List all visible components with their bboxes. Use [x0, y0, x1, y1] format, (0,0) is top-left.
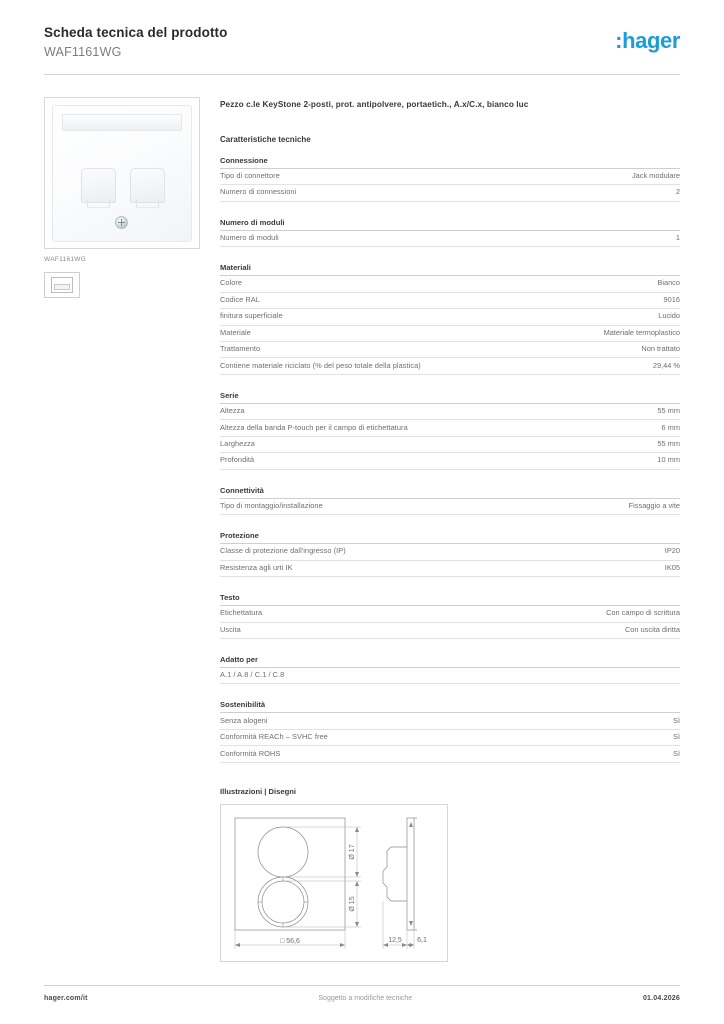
- header-divider: [44, 74, 680, 75]
- product-image-column: [44, 97, 209, 962]
- spec-label: Trattamento: [220, 344, 261, 354]
- spec-group: [220, 486, 680, 515]
- spec-value: Con campo di scrittura: [606, 608, 680, 618]
- specifications-column: [209, 97, 680, 962]
- spec-label: Classe di protezione dall'ingresso (IP): [220, 546, 346, 556]
- spec-label: Colore: [220, 278, 243, 288]
- product-description: Pezzo c.le KeyStone 2-posti, prot. antipolvere, portaetich., A.x/C.x, bianco luc: [220, 99, 529, 109]
- footer-website[interactable]: hager.com/it: [44, 995, 88, 1002]
- spec-label: Etichettatura: [220, 608, 263, 618]
- spec-group: [220, 531, 680, 577]
- spec-group: [220, 700, 680, 762]
- spec-group-title: Connessione: [220, 156, 680, 169]
- spec-row: [220, 420, 680, 436]
- spec-group-title: Materiali: [220, 263, 680, 276]
- spec-row: [220, 453, 680, 469]
- product-reference: WAF1161WG: [44, 44, 122, 59]
- spec-group: [220, 156, 680, 202]
- spec-value: IK05: [664, 562, 680, 572]
- spec-group: [220, 593, 680, 639]
- spec-value: 9016: [663, 294, 680, 304]
- screw-icon: [115, 216, 128, 229]
- spec-row: [220, 668, 680, 684]
- technical-characteristics-heading: Caratteristiche tecniche: [220, 134, 311, 144]
- spec-label: Uscita: [220, 624, 241, 634]
- spec-value: Sì: [673, 748, 680, 758]
- spec-group-title: Adatto per: [220, 655, 680, 668]
- spec-group-title: Protezione: [220, 531, 680, 544]
- spec-value: 2: [675, 187, 680, 197]
- spec-groups: [220, 156, 680, 763]
- spec-row: [220, 185, 680, 201]
- spec-value: 55 mm: [657, 406, 680, 416]
- dim-depth-2: 6,1: [417, 936, 427, 944]
- product-thumbnail[interactable]: [44, 272, 80, 298]
- spec-label: Resistenza agli urti IK: [220, 562, 293, 572]
- technical-drawing: [220, 804, 448, 962]
- drawing-svg: [221, 805, 447, 961]
- spec-value: Lucido: [658, 311, 680, 321]
- spec-row: [220, 746, 680, 762]
- keystone-port-left: [81, 168, 116, 203]
- footer-divider: [44, 985, 680, 986]
- spec-row: [220, 231, 680, 247]
- spec-group-title: Sostenibilità: [220, 700, 680, 713]
- spec-group-title: Testo: [220, 593, 680, 606]
- product-image-caption: WAF1161WG: [44, 255, 87, 263]
- spec-label: Altezza della banda P-touch per il campo di etichettatura: [220, 422, 408, 432]
- spec-label: Materiale: [220, 327, 251, 337]
- page-title: Scheda tecnica del prodotto: [44, 25, 228, 40]
- footer-date: 01.04.2026: [642, 995, 680, 1002]
- spec-value: 55 mm: [657, 438, 680, 448]
- keystone-port-right: [130, 168, 165, 203]
- spec-row: [220, 169, 680, 185]
- spec-group: [220, 655, 680, 684]
- spec-label: Numero di moduli: [220, 232, 279, 242]
- spec-label: Contiene materiale riciclato (% del peso totale della plastica): [220, 360, 421, 370]
- spec-row: [220, 358, 680, 374]
- spec-row: [220, 404, 680, 420]
- spec-row: [220, 606, 680, 622]
- spec-value: Sì: [673, 715, 680, 725]
- spec-value: IP20: [664, 546, 680, 556]
- spec-value: Materiale termoplastico: [603, 327, 680, 337]
- spec-group: [220, 391, 680, 470]
- spec-value: Bianco: [657, 278, 680, 288]
- label-band: [62, 114, 182, 131]
- spec-value: Non trattato: [641, 344, 680, 354]
- spec-label: Tipo di montaggio/installazione: [220, 500, 323, 510]
- spec-label: Larghezza: [220, 438, 255, 448]
- spec-label: Conformità REACh – SVHC free: [220, 732, 328, 742]
- drawings-heading: Illustrazioni | Disegni: [220, 786, 296, 796]
- spec-row: [220, 293, 680, 309]
- spec-label: Conformità ROHS: [220, 748, 281, 758]
- spec-group: [220, 263, 680, 375]
- spec-row: [220, 544, 680, 560]
- footer-notice: Soggetto a modifiche tecniche: [318, 995, 413, 1002]
- spec-value: 29,44 %: [652, 360, 680, 370]
- spec-label: Codice RAL: [220, 294, 260, 304]
- spec-group-title: Numero di moduli: [220, 218, 680, 231]
- spec-row: [220, 437, 680, 453]
- dim-depth-1: 12,5: [388, 936, 402, 944]
- spec-value: 6 mm: [661, 422, 680, 432]
- hager-logo: :hager: [615, 28, 680, 53]
- spec-value: 10 mm: [657, 455, 680, 465]
- spec-row: [220, 276, 680, 292]
- title-block: [44, 24, 227, 60]
- spec-value: Con uscita diritta: [624, 624, 680, 634]
- page-header: [44, 0, 680, 60]
- product-image: [44, 97, 200, 249]
- spec-row: [220, 309, 680, 325]
- spec-value: Sì: [673, 732, 680, 742]
- spec-row: [220, 342, 680, 358]
- spec-row: [220, 713, 680, 729]
- spec-row: [220, 730, 680, 746]
- spec-label: finitura superficiale: [220, 311, 283, 321]
- dim-top-circle: Ø 17: [349, 844, 356, 860]
- spec-label: Profondità: [220, 455, 255, 465]
- spec-row: [220, 561, 680, 577]
- spec-group-title: Connettività: [220, 486, 680, 499]
- spec-row: [220, 326, 680, 342]
- spec-value: 1: [675, 232, 680, 242]
- page-footer: [44, 985, 680, 1002]
- spec-group-title: Serie: [220, 391, 680, 404]
- spec-label: Altezza: [220, 406, 245, 416]
- spec-label: A.1 / A.8 / C.1 / C.8: [220, 670, 285, 680]
- spec-label: Tipo di connettore: [220, 170, 280, 180]
- spec-label: Numero di connessioni: [220, 187, 297, 197]
- footer-row: [44, 995, 680, 1002]
- dim-bottom-circle: Ø 15: [349, 896, 356, 912]
- thumbnail-graphic: [51, 277, 73, 293]
- spec-row: [220, 499, 680, 515]
- spec-label: Senza alogeni: [220, 715, 268, 725]
- dim-width: □ 56,6: [280, 937, 300, 945]
- spec-row: [220, 623, 680, 639]
- page-body: [44, 97, 680, 962]
- spec-group: [220, 218, 680, 247]
- spec-value: Fissaggio a vite: [628, 500, 680, 510]
- faceplate-graphic: [52, 105, 192, 242]
- spec-value: Jack modulare: [631, 170, 680, 180]
